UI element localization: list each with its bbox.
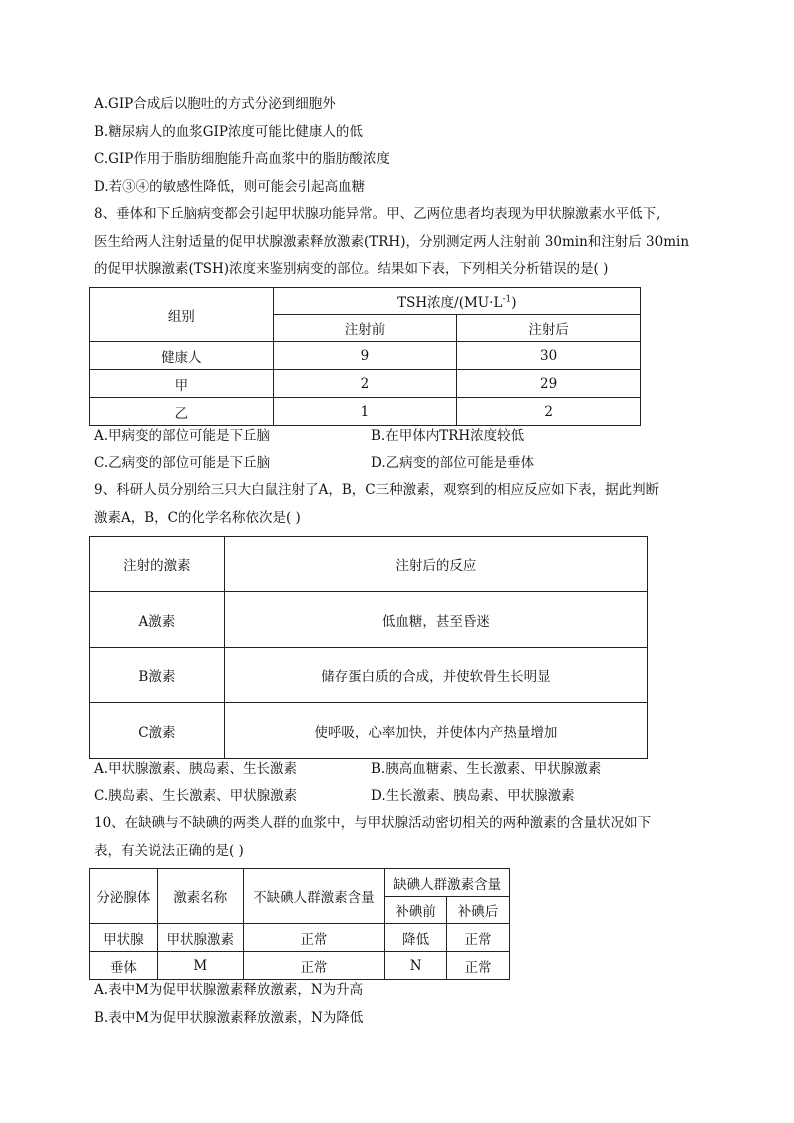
q7-option-d: D.若③④的敏感性降低，则可能会引起高血糖: [94, 179, 366, 195]
q10-cell-gland: 甲状腺: [90, 924, 158, 952]
q9-header-reaction: 注射后的反应: [224, 537, 647, 592]
q10-table: [89, 868, 510, 980]
q8-cell-before: 9: [273, 342, 457, 370]
q8-header-after: 注射后: [457, 315, 641, 342]
q9-cell-hormone: C激素: [90, 703, 225, 759]
q10-cell-before: 降低: [385, 924, 447, 952]
q8-cell-before: 1: [273, 398, 457, 426]
q9-option-b: B.胰高血糖素、生长激素、甲状腺激素: [371, 761, 602, 777]
q9-cell-reaction: 储存蛋白质的合成，并使软骨生长明显: [224, 648, 647, 703]
q10-header-after: 补碘后: [447, 897, 510, 924]
q7-option-b: B.糖尿病人的血浆GIP浓度可能比健康人的低: [94, 124, 363, 140]
q8-stem-line-3: 的促甲状腺激素(TSH)浓度来鉴别病变的部位。结果如下表，下列相关分析错误的是( ): [94, 261, 609, 277]
q8-cell-group: 健康人: [90, 342, 274, 370]
q7-option-a: A.GIP合成后以胞吐的方式分泌到细胞外: [94, 96, 336, 112]
q8-option-c: C.乙病变的部位可能是下丘脑: [94, 455, 271, 471]
q8-stem-line-1: 8、垂体和下丘脑病变都会引起甲状腺功能异常。甲、乙两位患者均表现为甲状腺激素水平低下,: [94, 206, 661, 222]
q9-stem-line-2: 激素A，B，C的化学名称依次是( ): [94, 510, 301, 526]
q8-cell-group: 乙: [90, 398, 274, 426]
q8-stem-line-2: 医生给两人注射适量的促甲状腺激素释放激素(TRH)，分别测定两人注射前 30min和注射后 30min: [94, 234, 690, 250]
q10-option-b: B.表中M为促甲状腺激素释放激素，N为降低: [94, 1010, 364, 1026]
q10-cell-before: N: [385, 952, 447, 980]
q10-header-gland: 分泌腺体: [90, 869, 158, 924]
q10-cell-after: 正常: [447, 924, 510, 952]
q9-stem-line-1: 9、科研人员分别给三只大白鼠注射了A，B，C三种激素，观察到的相应反应如下表，据此判断: [94, 482, 660, 498]
q10-cell-name: 甲状腺激素: [157, 924, 243, 952]
q10-cell-normal: 正常: [243, 952, 385, 980]
q8-cell-after: 29: [457, 370, 641, 398]
q9-cell-reaction: 使呼吸，心率加快，并使体内产热量增加: [224, 703, 647, 759]
q9-cell-hormone: A激素: [90, 592, 225, 648]
q9-cell-hormone: B激素: [90, 648, 225, 703]
q10-stem-line-2: 表，有关说法正确的是( ): [94, 843, 244, 859]
q8-cell-after: 30: [457, 342, 641, 370]
q10-header-before: 补碘前: [385, 897, 447, 924]
q10-option-a: A.表中M为促甲状腺激素释放激素，N为升高: [94, 982, 364, 998]
q9-header-hormone: 注射的激素: [90, 537, 225, 592]
q10-cell-normal: 正常: [243, 924, 385, 952]
q8-header-tsh: TSH浓度$/(MU\cdot L^{-1})$: [273, 288, 640, 315]
q8-table: [89, 287, 641, 426]
q10-stem-line-1: 10、在缺碘与不缺碘的两类人群的血浆中，与甲状腺活动密切相关的两种激素的含量状况如下: [94, 815, 652, 831]
q10-header-deficient: 缺碘人群激素含量: [385, 869, 510, 897]
q9-option-a: A.甲状腺激素、胰岛素、生长激素: [94, 761, 298, 777]
q10-cell-name: M: [157, 952, 243, 980]
q9-cell-reaction: 低血糖，甚至昏迷: [224, 592, 647, 648]
q8-option-d: D.乙病变的部位可能是垂体: [371, 455, 535, 471]
q10-header-normal: 不缺碘人群激素含量: [243, 869, 385, 924]
q9-option-c: C.胰岛素、生长激素、甲状腺激素: [94, 788, 298, 804]
q8-header-group: 组别: [90, 288, 274, 342]
q7-option-c: C.GIP作用于脂肪细胞能升高血浆中的脂肪酸浓度: [94, 151, 390, 167]
q8-cell-before: 2: [273, 370, 457, 398]
q8-option-b: B.在甲体内TRH浓度较低: [371, 428, 525, 444]
q8-option-a: A.甲病变的部位可能是下丘脑: [94, 428, 271, 444]
q8-header-before: 注射前: [273, 315, 457, 342]
q8-cell-after: 2: [457, 398, 641, 426]
q10-header-name: 激素名称: [157, 869, 243, 924]
q10-cell-after: 正常: [447, 952, 510, 980]
q9-table: [89, 536, 648, 759]
q8-cell-group: 甲: [90, 370, 274, 398]
q9-option-d: D.生长激素、胰岛素、甲状腺激素: [371, 788, 575, 804]
q10-cell-gland: 垂体: [90, 952, 158, 980]
